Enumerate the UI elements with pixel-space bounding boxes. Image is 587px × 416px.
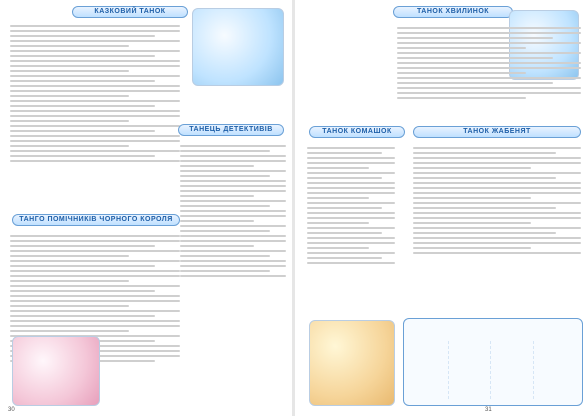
left-page [0, 0, 292, 416]
section-heading-text: ТАНОК ХВИЛИНОК [416, 8, 490, 15]
page-number-right: 31 [485, 407, 492, 413]
section-heading [72, 6, 188, 18]
section-heading [393, 6, 513, 18]
section-heading-text: ТАНГО ПОМІЧНИКІВ ЧОРНОГО КОРОЛЯ [19, 216, 173, 223]
section-heading-text: ТАНЕЦЬ ДЕТЕКТИВІВ [189, 126, 273, 133]
section-heading-text: КАЗКОВИЙ ТАНОК [94, 8, 166, 15]
answers-box [403, 318, 583, 406]
answers-column [495, 341, 534, 399]
section-heading [309, 126, 405, 138]
answers-column [538, 341, 577, 399]
section-heading-text: ТАНОК КОМАШОК [322, 128, 392, 135]
left-column-text [10, 22, 180, 212]
right-top-text [397, 24, 581, 116]
section-heading [178, 124, 284, 136]
page-number-left: 30 [8, 407, 15, 413]
right-page [295, 0, 587, 416]
middle-right-text [413, 144, 581, 308]
section-heading [12, 214, 180, 226]
middle-right-text [180, 142, 286, 312]
answers-grid [410, 341, 576, 399]
section-heading [413, 126, 581, 138]
answers-column [410, 341, 449, 399]
middle-left-text [307, 144, 395, 312]
answers-column [453, 341, 492, 399]
section-heading-text: ТАНОК ЖАБЕНЯТ [463, 128, 531, 135]
top-illustration [192, 8, 284, 86]
bottom-left-illustration [12, 336, 100, 406]
bottom-left-illustration [309, 320, 395, 406]
